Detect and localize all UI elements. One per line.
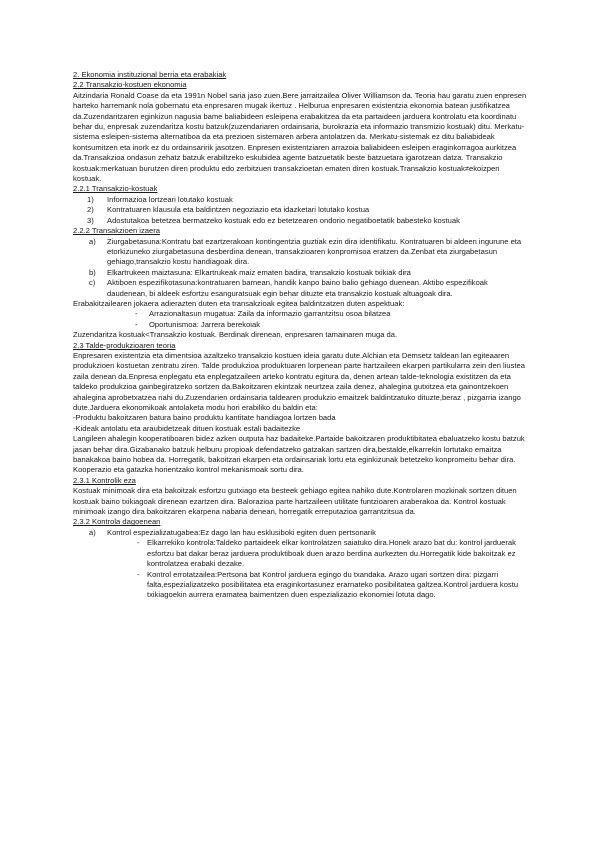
list-item: 1) Informazioa lortzeari lotutako kostuak	[87, 194, 233, 204]
heading-section-2: 2. Ekonomia instituzional berria eta erabakiak	[73, 70, 227, 79]
paragraph-condition-1: -Produktu bakoitzaren batura baino produktu kantitate handiagoa lortzen bada	[73, 413, 336, 423]
list-item: c) Aktiboen espezifikotasuna:kontratuaren barnean, handik kanpo baino balio gehiago duenean. Aktibo espezifikoak daudenean, bi aldeek esfortzu esanguratsuak egin behar dituzte eta transakzio kostuak altuagoak dira.	[89, 278, 488, 298]
heading-2-2: 2.2 Transakzio-kostuen ekonomia	[73, 80, 187, 90]
list-item: a) Kontrol espezializatugabea:Ez dago lan hau esklusiboki egiten duen pertsonarik	[89, 527, 376, 537]
heading-2-3: 2.3 Talde-produkzioaren teoria	[73, 340, 176, 350]
heading-2-3-1: 2.3.1 Kontrolik eza	[73, 475, 136, 485]
list-item: - Arrazionaltasun mugatua: Zaila da informazio garrantzitsu osoa bilatzea	[135, 309, 391, 319]
document-page	[73, 70, 528, 601]
list-control-types	[73, 528, 528, 538]
list-transaction-costs	[73, 195, 528, 226]
list-item: - Elkarrekiko kontrola:Taldeko partaideek elkar kontrolatzen saiatuko dira.Honek arazo bat du: kontrol jarduerak esfortzu bat dakar beraz jarduera produktiboak duen arazo berdina aurkezten du.Horregatik kide bakoitzak ez kontrolatzea erabaki dezake.	[137, 538, 516, 569]
paragraph-no-control: Kostuak minimoak dira eta bakoitzak esfortzu gutxiago eta besteek gehiago egitea nahiko dute.Kontrolaren mozkinak sortzen dituen kostuak baino txikiagoak direnean ezartzen dira. Balorazioa parte hartzaileen utilitate funtzioaren araberakoa da. Kontrol kostuak minimoak izango dira bakoitzaren ekarpena nabaria denean, horregatik erreputazioa garrantzitsua da.	[73, 486, 517, 517]
paragraph-cooperative-effort: Langileen ahalegin kooperatiboaren bidez azken outputa haz badaiteke.Partaide bakoitzaren produktibitatea ebaluatzeko kostu batzuk jasan behar dira.Gizabanako batzuk helburu propioak defendatzeko gatzakan sartzen dira,bestalde,elkarrekin lortutako emaitza banakakoa baino hobea da. Horregatik, bakoitzari ekarpen eta ordainsariak lortu eta eginkizunak betetzeko konpromeitu behar dira. Kooperazio eta gatazka horientzako kontrol mekanismoak sortu dira.	[73, 434, 525, 475]
list-item: 2) Kontratuaren klausula eta baldintzen negoziazio eta idazketari lotutako kostua	[87, 205, 370, 215]
list-item: b) Elkartrukeen maiztasuna: Elkartrukeak maiz ematen badira, transakzio kostuak txikiak dira	[89, 267, 411, 277]
list-aspects	[73, 309, 528, 330]
list-item: 3) Adostutakoa betetzea bermatzeko kostuak edo ez betetzearen ondorio negatiboetatik babesteko kostuak	[87, 215, 460, 225]
list-control-subtypes	[73, 538, 528, 600]
paragraph-aspects: Erabakitzailearen jokaera adierazten duten eta transakzioak egitea baldintzatzen duten aspektuak:	[73, 298, 405, 308]
paragraph-condition-2: -Kideak antolatu eta araubidetzeak dituen kostuak estali badaitezke	[73, 423, 301, 433]
list-item: a) Ziurgabetasuna:Kontratu bat ezartzerakoan kontingentzia guztiak ezin dira identifikatu. Kontratuaren bi aldeen ingurune eta etorkizuneko ziurgabetasuna desberdina denean, transakzioaren konpromisoa eratzen da.Zenbat eta ziurgabetasun gehiago,transakzio kostu handiagoak dira.	[89, 236, 522, 267]
list-item: - Oportunismoa: Jarrera berekoiak	[135, 319, 261, 329]
list-transaction-nature	[73, 237, 528, 299]
paragraph-transaction-cost-intro: Aitzindaria Ronald Coase da eta 1991n Nobel saria jaso zuen.Bere jarraitzailea Oliver Williamson da. Teoria hau garatu zuen enpresen harteko harremank nola gobernatu eta enpresaren mugak ikertuz . Helburua enpresaren existentzia ekonomia batean justifikatzea da.Zuzendaritzaren eginkizun nagusia bame baliabideen esleipena erabakitzea da eta partaideen jarduera kontrolatu eta koordinatu behar du, enpresak zuzendaritza kostu batzuk(zuzendariaren ordainsaria, burokrazia eta informazio transmizio kostuak) ditu. Merkatu-sistema esleipen-sistema alternatiboa da eta prezioen sistemaren arbera antolatzen da. Merkatu-sistemak ez ditu baliabideak kontsumitzen eta inork ez du ordainsaririk jasotzen. Enpresen existentziaren arrazoia baliabideen esleipen eraginkorragoa aurkitzea da.Transakzioa ondasun zehatz batzuk erabiltzeko eskubidea agente batzuetatik beste batzuetara igarotzean datza. Transakzio kostuak:merkatuan burutzen diren produktu edo zerbitzuen transakzioetan ematen diren kostuak.Transakzio kostuak≠ekoizpen kostuak.	[73, 90, 527, 184]
paragraph-management-costs: Zuzendaritza kostuak<Transakzio kostuak. Berdinak direnean, enpresaren tamainaren muga da.	[73, 330, 398, 340]
paragraph-team-production: Enpresaren existentzia eta dimentsioa azaltzeko transakzio kostuen ideia garatu dute.Alchian eta Demsetz taldean lan egiteaaren produkzioen kostuetan zentratu ziren. Talde produkzioa produktuaren lorpenean parte hartzaileen ekarpen partikularra zein den liustea zaila denean da.Enpresa enplegatu eta enplegatzaileen arteko kontratu egitura da, denen artean talde-teknologia existitzen da eta taldeko produkzioa gainbegiratzeko sortzen da.Bakoitzaren ekintzak neurtzea zaila denez, ahalegina gutxitzea eta gainontzekoen ahalegina aprobetxatzea nahi du.Zuzendarien ordainsaria taldearen produkzio emaitzek baldintzatuko dituzte,beraz , pizgarria izango dute.Jarduera ekonomikoak antolaketa modu hori erabiliko du baldin eta:	[73, 350, 525, 412]
list-item: - Kontrol errotatzailea:Pertsona bat Kontrol jarduera egingo du txandaka. Arazo ugari sortzen dira: pizgarri falta,espezializatzeko posibilitatea eta eraginkortasunez erarnateko posibilitatea galtzea.Kontrol jarduera kostu txikiagoekin aurrera eramatea baimentzen duen espezializazio ekonomiei lotuta dago.	[137, 569, 519, 600]
heading-2-3-2: 2.3.2 Kontrola dagoenean	[73, 517, 161, 527]
heading-2-2-1: 2.2.1 Transakzio-kostuak	[73, 184, 158, 194]
heading-2-2-2: 2.2.2 Transakzioen izaera	[73, 226, 160, 236]
